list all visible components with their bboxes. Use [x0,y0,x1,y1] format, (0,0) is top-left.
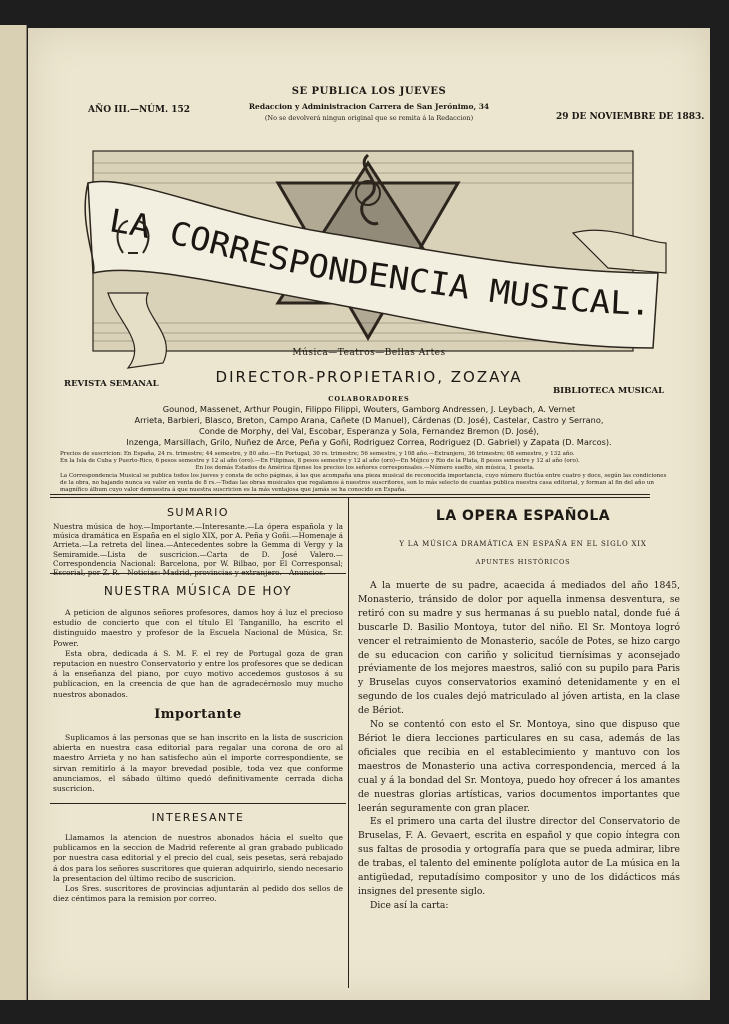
paragraph: Llamamos la atencion de nuestros abonados hácia el suelto que publicamos en la seccion de Madrid referente al gran grabado publicado por nuestra casa editorial y el precio del cual, seis pesetas, será rebajado á dos para los señores suscritores que quieran adquirirlo, siendo necesario la presentacion del último recibo de suscricion. [53,833,343,883]
paragraph: Es el primero una carta del ilustre director del Conservatorio de Bruselas, F. A. Gevaert, escrita en español y que copio íntegra con sus faltas de prosodia y ortografía para que se pueda admirar, libre de trabas, el talento del eminente políglota autor de La música en la antigüedad, reputadísimo compositor y uno de los didácticos más insignes del presente siglo. [358,816,680,897]
importante-body [53,733,343,794]
sumario-heading: SUMARIO [166,506,230,519]
header-divider-2 [50,497,650,498]
collaborators [53,404,685,448]
subscription-prices [60,451,670,494]
paragraph: A peticion de algunos señores profesores, damos hoy á luz el precioso estudio de concierto que con el título El Tanganillo, ha escrito el distinguido maestro y profesor de la Escuela Nacional de Música, Sr. Power. [53,608,343,648]
year-issue: AÑO III.—NÚM. 152 [88,105,191,115]
paragraph: Esta obra, dedicada á S. M. F. el rey de Portugal goza de gran reputacion en nuestro Conservatorio y entre los profesores que se dedican á la enseñanza del piano, por cuyo motivo accedemos gustosos á su publicacion, en la creencia de que han de agradecérnoslo muy mucho nuestros abonados. [53,648,343,699]
musica-heading: NUESTRA MÚSICA DE HOY [103,584,293,598]
paragraph: Los Sres. suscritores de provincias adjuntarán al pedido dos sellos de diez céntimos para la remision por correo. [53,884,343,904]
collab-heading: COLABORADORES [328,395,410,403]
price-line: La Correspondencia Musical se publica todos los jueves y consta de ocho páginas, á las que acompaña una pieza musical de reconocida importancia, cuyo número fluctúa entre cuatro y doce, según las condiciones de la obra, no bajando nunca su valor en venta de 8 rs.—Todas las obras musicales que regalamos á nuestros suscritores, son lo más selecto de cuantas publica nuestra casa editorial, y forman al fin del año un magnífico álbum cuyo valor demuestra á que nuestra suscricion es la más ventajosa que jamás se ha conocido en España. [60,472,667,494]
masthead-title: LA CORRESPONDENCIA MUSICAL. [106,201,651,323]
newspaper-page [28,28,710,1000]
paragraph: Suplicamos á las personas que se han inscrito en la lista de suscricion abierta en nuestra casa editorial para regalar una corona de oro al maestro Arrieta y no han satisfecho aún el importe correspondiente, se sirvan remitirlo á la mayor brevedad posible, toda vez que conforme anunciamos, el sábado último quedó definitivamente cerrada dicha suscricion. [53,733,343,794]
collab-line: Gounod, Massenet, Arthur Pougin, Filippo Filippi, Wouters, Gamborg Andressen, J. Leybach, A. Vernet [162,404,576,414]
opera-subheading: Y LA MÚSICA DRAMÁTICA EN ESPAÑA EN EL SIGLO XIX [399,540,647,548]
paragraph: Dice así la carta: [370,899,449,911]
masthead-subtitle: Música—Teatros—Bellas Artes [292,348,446,358]
column-divider [348,498,349,988]
price-line: En la Isla de Cuba y Puerto-Rico, 6 pesos semestre y 12 al año (oro).—En Filipinas, 8 pesos semestre y 12 al año (oro)—En Méjico y Rio de la Plata, 8 pesos semestre y 12 al año (oro). [60,458,580,465]
opera-body [358,579,680,913]
price-line: Precios de suscricion: En España, 24 rs. trimestre; 44 semestre, y 80 año.—En Portugal, 30 rs. trimestre; 56 semestre, y 108 año.—Extranjero, 36 trimestre; 68 semestre, y 132 año. [60,451,575,457]
interesante-heading: INTERESANTE [151,811,245,824]
note-line: (No se devolverá ningun original que se remita á la Redaccion) [264,114,474,122]
opera-subsubheading: APUNTES HISTÓRICOS [475,558,571,566]
paragraph: No se contentó con esto el Sr. Montoya, sino que dispuso que Bériot le diera lecciones particulares en su casa, además de las oficiales que recibia en el establecimiento y mantuvo con los maestros de Monasterio una activa correspondencia, merced á la cual y á la bondad del Sr. Montoya, puedo hoy ofrecer á los amantes de nuestras glorias artísticas, varios documentos importantes que leerán seguramente con gran placer. [358,719,680,814]
issue-date: 29 DE NOVIEMBRE DE 1883. [556,112,705,122]
revista-semanal: REVISTA SEMANAL [64,379,159,389]
price-line: En los demás Estados de América fíjense los precios los señores corresponsales.—Número suelto, sin música, 1 peseta. [195,465,535,472]
masthead-banner [68,143,668,383]
collab-line: Inzenga, Marsillach, Grilo, Nuñez de Arce, Peña y Goñi, Rodriguez Correa, Rodriguez (D. Gabriel) y Zapata (D. Marcos). [126,437,612,447]
sumario-text: Nuestra música de hoy.—Importante.—Interesante.—La ópera española y la música dramática en España en el siglo XIX, por A. Peña y Goñi.—Homenaje á Arrieta.—La retreta del linea.—Antecedentes sobre la Gemma di Vergy y la Semiramide.—Lista de suscricion.—Carta de D. José Valero.—Correspondencia Nacional: Barcelona, por W. Bilbao, por El Corresponsal; Escorial, por Z. R.—Noticias: Madrid, provincias y extranjero.—Anuncios. [53,522,343,578]
paragraph: A la muerte de su padre, acaecida á mediados del año 1845, Monasterio, tránsido de dolor por aquella inmensa desventura, se retiró con su madre y sus hermanas á su pueblo natal, donde fué á buscarle D. Basilio Montoya, tutor del niño. El Sr. Montoya logró vencer el retraimiento de Monasterio, sacóle de Potes, se hizo cargo de su educacion con cariño y solicitud tiernísimas y aconsejado préviamente de los mejores maestros, salió con su pupilo para Paris y Bruselas cuyos conservatorios examinó detenidamente y en el segundo de los cuales dejó matriculado al jóven artista, en la clase de Bériot. [358,580,680,717]
musica-body [53,608,343,700]
publish-line: SE PUBLICA LOS JUEVES [291,86,447,97]
collab-line: Conde de Morphy, del Val, Escobar, Esperanza y Sola, Fernandez Bremon (D. José), [199,426,539,436]
adjacent-page-edge [0,25,27,1000]
opera-heading: LA OPERA ESPAÑOLA [435,508,611,524]
collab-line: Arrieta, Barbieri, Blasco, Breton, Campo Arana, Cañete (D Manuel), Cárdenas (D. José), Castelar, Castro y Serrano, [134,415,604,425]
biblioteca-musical: BIBLIOTECA MUSICAL [553,386,665,396]
divider [50,573,346,574]
admin-line: Redaccion y Administracion Carrera de San Jerónimo, 34 [248,102,490,111]
divider [50,803,346,804]
director-line: DIRECTOR-PROPIETARIO, ZOZAYA [215,368,523,386]
interesante-body [53,833,343,904]
importante-heading: Importante [154,707,242,722]
header-divider [50,494,650,495]
